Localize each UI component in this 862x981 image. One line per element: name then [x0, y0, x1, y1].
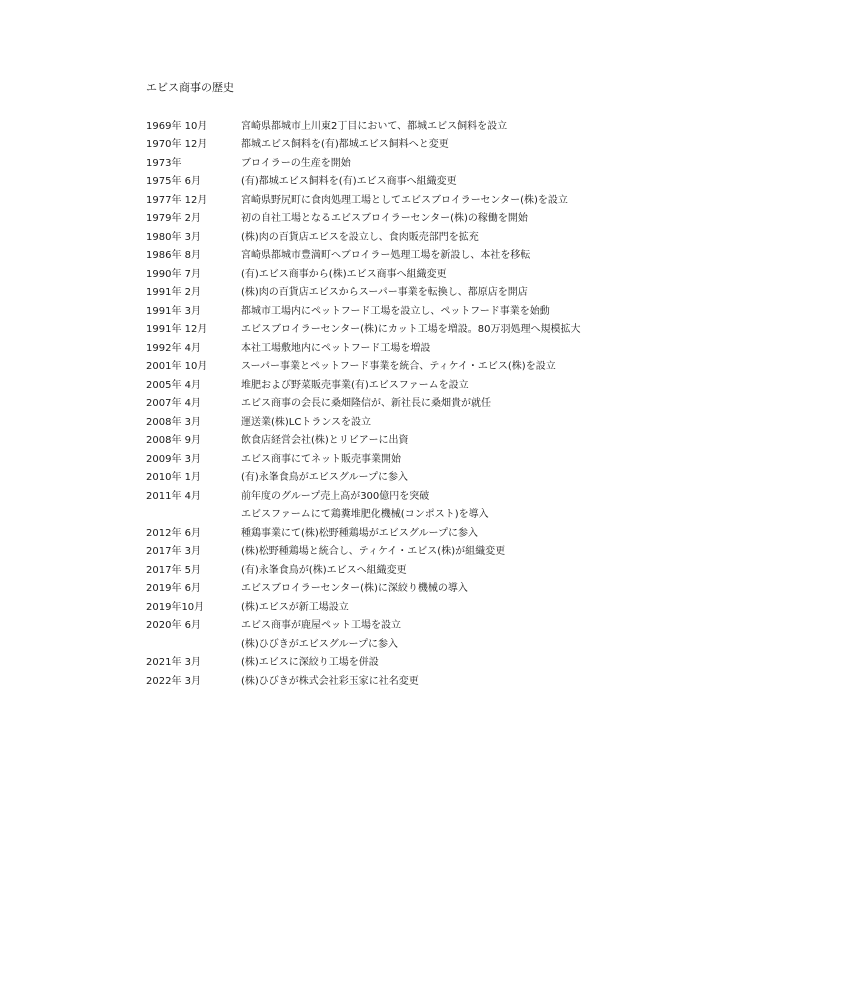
history-date: 1986年 8月 — [146, 250, 201, 262]
history-date: 2005年 4月 — [146, 379, 201, 391]
history-event: 種鶏事業にて(株)松野種鶏場がエビスグループに参入 — [241, 527, 479, 539]
history-row — [146, 559, 706, 578]
history-date: 2017年 3月 — [146, 546, 201, 558]
history-event: (有)永峯食鳥がエビスグループに参入 — [241, 472, 409, 484]
history-event: 宮崎県野尻町に食肉処理工場としてエビスブロイラーセンター(株)を設立 — [241, 194, 568, 206]
history-list — [146, 115, 706, 689]
history-date: 1991年 2月 — [146, 287, 201, 299]
history-date: 2001年 10月 — [146, 361, 208, 373]
history-event: (株)肉の百貨店エビスからスーパー事業を転換し、都原店を開店 — [241, 287, 528, 299]
history-event: (有)永峯食鳥が(株)エビスへ組織変更 — [241, 564, 407, 576]
history-event: エビスファームにて鶏糞堆肥化機械(コンポスト)を導入 — [241, 509, 489, 521]
history-date: 1973年 — [146, 157, 182, 169]
page-title: エビス商事の歴史 — [146, 81, 234, 94]
history-date: 2008年 3月 — [146, 416, 201, 428]
history-event: エビス商事が鹿屋ペット工場を設立 — [241, 620, 401, 632]
history-row — [146, 652, 706, 671]
history-date: 1979年 2月 — [146, 213, 201, 225]
history-event: 宮崎県都城市豊満町へブロイラー処理工場を新設し、本社を移転 — [241, 250, 531, 262]
history-date: 2012年 6月 — [146, 527, 201, 539]
history-row — [146, 134, 706, 153]
history-event: (株)エビスに深絞り工場を併設 — [241, 657, 379, 669]
history-date: 1992年 4月 — [146, 342, 201, 354]
history-row — [146, 337, 706, 356]
history-date: 2011年 4月 — [146, 490, 201, 502]
history-date: 2010年 1月 — [146, 472, 201, 484]
history-event: エビス商事の会長に桑畑隆信が、新社長に桑畑貴が就任 — [241, 398, 491, 410]
history-date: 2017年 5月 — [146, 564, 201, 576]
history-row — [146, 615, 706, 634]
history-event: 飲食店経営会社(株)とリビアーに出資 — [241, 435, 409, 447]
history-event: (株)松野種鶏場と統合し、ティケイ・エビス(株)が組織変更 — [241, 546, 506, 558]
history-row — [146, 245, 706, 264]
history-date: 2008年 9月 — [146, 435, 201, 447]
history-row — [146, 578, 706, 597]
history-row — [146, 300, 706, 319]
history-date: 1980年 3月 — [146, 231, 201, 243]
history-row — [146, 171, 706, 190]
history-row — [146, 633, 706, 652]
history-event: スーパー事業とペットフード事業を統合、ティケイ・エビス(株)を設立 — [241, 361, 556, 373]
history-event: 宮崎県都城市上川東2丁目において、都城エビス飼料を設立 — [241, 120, 508, 132]
history-row — [146, 467, 706, 486]
history-event: 都城エビス飼料を(有)都城エビス飼料へと変更 — [241, 139, 449, 151]
history-event: エビスブロイラーセンター(株)にカット工場を増設。80万羽処理へ規模拡大 — [241, 324, 581, 336]
history-date: 1970年 12月 — [146, 139, 208, 151]
history-row — [146, 430, 706, 449]
history-row — [146, 504, 706, 523]
history-row — [146, 596, 706, 615]
history-event: 初の自社工場となるエビスブロイラーセンター(株)の稼働を開始 — [241, 213, 528, 225]
history-row — [146, 670, 706, 689]
history-event: 堆肥および野菜販売事業(有)エビスファームを設立 — [241, 379, 469, 391]
history-row — [146, 282, 706, 301]
history-row — [146, 411, 706, 430]
history-row — [146, 522, 706, 541]
history-date: 1977年 12月 — [146, 194, 208, 206]
history-date: 1969年 10月 — [146, 120, 208, 132]
history-date: 2007年 4月 — [146, 398, 201, 410]
history-date: 1991年 3月 — [146, 305, 201, 317]
history-row — [146, 541, 706, 560]
history-row — [146, 393, 706, 412]
history-row — [146, 226, 706, 245]
history-row — [146, 115, 706, 134]
history-event: (有)都城エビス飼料を(有)エビス商事へ組織変更 — [241, 176, 457, 188]
history-row — [146, 448, 706, 467]
history-event: (有)エビス商事から(株)エビス商事へ組織変更 — [241, 268, 447, 280]
history-event: 都城市工場内にペットフード工場を設立し、ペットフード事業を始動 — [241, 305, 550, 317]
history-event: (株)ひびきがエビスグループに参入 — [241, 638, 399, 650]
history-event: ブロイラーの生産を開始 — [241, 157, 351, 169]
history-row — [146, 374, 706, 393]
history-event: (株)エビスが新工場設立 — [241, 601, 349, 613]
history-event: エビス商事にてネット販売事業開始 — [241, 453, 401, 465]
history-event: (株)ひびきが株式会社彩玉家に社名変更 — [241, 675, 419, 687]
history-date: 2019年10月 — [146, 601, 205, 613]
history-date: 1975年 6月 — [146, 176, 201, 188]
history-event: (株)肉の百貨店エビスを設立し、食肉販売部門を拡充 — [241, 231, 479, 243]
history-row — [146, 319, 706, 338]
history-row — [146, 485, 706, 504]
history-event: 本社工場敷地内にペットフード工場を増設 — [241, 342, 431, 354]
history-page — [146, 81, 706, 689]
history-date: 2019年 6月 — [146, 583, 201, 595]
history-event: エビスブロイラーセンター(株)に深絞り機械の導入 — [241, 583, 468, 595]
history-row — [146, 356, 706, 375]
history-row — [146, 208, 706, 227]
history-event: 前年度のグループ売上高が300億円を突破 — [241, 490, 430, 502]
history-date: 2022年 3月 — [146, 675, 201, 687]
history-event: 運送業(株)LCトランスを設立 — [241, 416, 372, 428]
history-date: 1991年 12月 — [146, 324, 208, 336]
history-date: 2020年 6月 — [146, 620, 201, 632]
history-row — [146, 152, 706, 171]
history-row — [146, 189, 706, 208]
history-date: 1990年 7月 — [146, 268, 201, 280]
history-row — [146, 263, 706, 282]
history-date: 2009年 3月 — [146, 453, 201, 465]
history-date: 2021年 3月 — [146, 657, 201, 669]
